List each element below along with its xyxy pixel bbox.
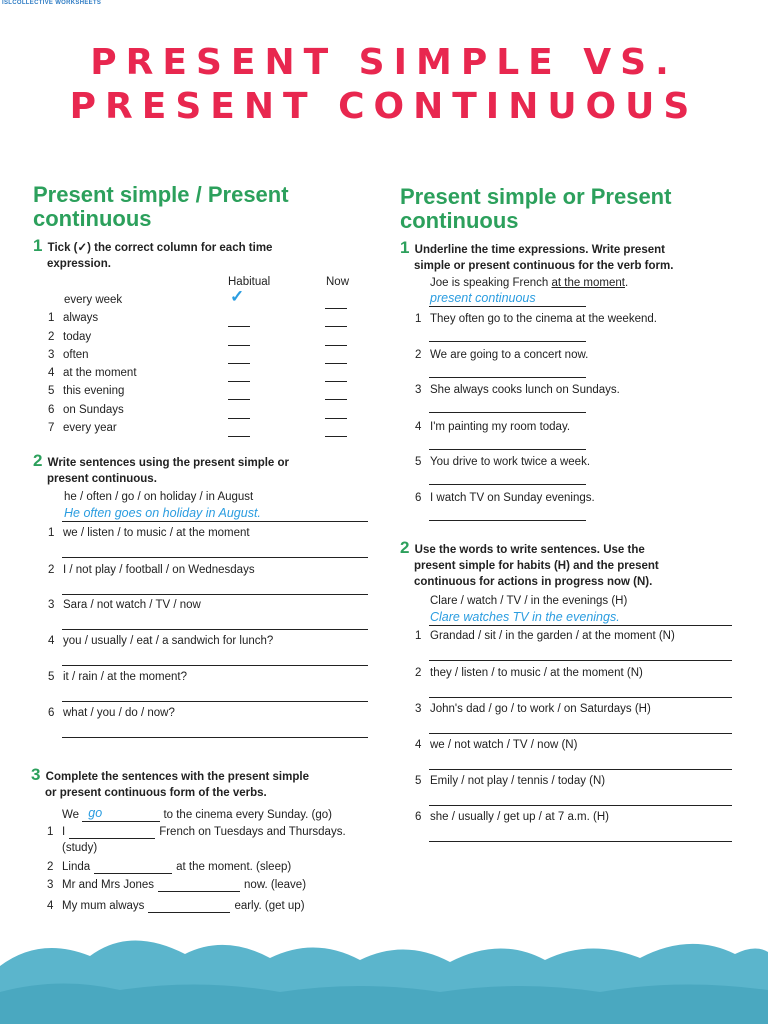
page-title-line2: PRESENT CONTINUOUS — [69, 86, 699, 127]
right-q1-example — [430, 277, 628, 289]
right-q1-item — [415, 421, 570, 433]
brand-label: ISLCOLLECTIVE WORKSHEETS — [2, 0, 102, 6]
time-expression: always — [63, 312, 99, 324]
answer-blank-habitual[interactable] — [228, 436, 250, 437]
column-header-now: Now — [326, 276, 350, 288]
footer-wave-decoration — [0, 930, 768, 1024]
right-q1-item — [415, 456, 590, 468]
left-q2-item — [48, 635, 273, 647]
answer-line[interactable] — [62, 665, 368, 666]
left-q1-line2: expression. — [47, 258, 111, 270]
sentence: She always cooks lunch on Sundays. — [430, 384, 620, 396]
prompt-words: it / rain / at the moment? — [63, 671, 188, 683]
sentence-end: early. (get up) — [234, 900, 305, 912]
right-q1-number: 1 — [400, 238, 410, 257]
left-q2-item — [48, 707, 175, 719]
answer-line[interactable] — [429, 306, 586, 307]
right-q1-example-underlined: at the moment — [551, 277, 625, 289]
item-number: 5 — [415, 456, 422, 468]
left-q1-item — [48, 422, 117, 434]
answer-blank-now[interactable] — [325, 399, 347, 400]
left-q2-number: 2 — [33, 451, 43, 470]
item-number: 4 — [48, 367, 55, 379]
right-q1-instruction — [400, 240, 673, 274]
item-number: 7 — [48, 422, 55, 434]
sentence: I'm painting my room today. — [430, 421, 571, 433]
answer-line[interactable] — [62, 737, 368, 738]
left-q1-item — [48, 312, 98, 324]
item-number: 1 — [415, 630, 422, 642]
answer-blank-now[interactable] — [325, 381, 347, 382]
sentence-end: now. (leave) — [244, 879, 307, 891]
sentence-start: I — [62, 826, 66, 838]
left-q3-item — [47, 900, 305, 913]
left-q3-example-post: to the cinema every Sunday. (go) — [163, 809, 332, 821]
left-q2-item — [48, 527, 250, 539]
left-q3-line1: Complete the sentences with the present simple — [45, 771, 309, 783]
prompt-words: you / usually / eat / a sandwich for lunch? — [63, 635, 274, 647]
answer-line[interactable] — [429, 520, 586, 521]
sentence-end: French on Tuesdays and Thursdays. — [159, 826, 346, 838]
answer-line[interactable] — [429, 625, 732, 626]
prompt-words: we / not watch / TV / now (N) — [430, 739, 578, 751]
answer-line[interactable] — [62, 521, 368, 522]
left-q3-item — [47, 861, 291, 874]
answer-line[interactable] — [429, 484, 586, 485]
prompt-words: Grandad / sit / in the garden / at the moment (N) — [430, 630, 675, 642]
left-q1-instruction — [33, 238, 272, 272]
right-q1-item — [415, 313, 657, 325]
sentence-end: at the moment. (sleep) — [176, 861, 292, 873]
prompt-words: I / not play / football / on Wednesdays — [63, 564, 255, 576]
right-q2-example: Clare / watch / TV / in the evenings (H) — [430, 595, 628, 607]
right-q2-item — [415, 775, 605, 787]
left-q3-item — [47, 826, 346, 839]
answer-blank-habitual[interactable] — [228, 363, 250, 364]
left-q1-item — [48, 349, 89, 361]
left-q2-line1: Write sentences using the present simple or — [47, 457, 290, 469]
prompt-words: we / listen / to music / at the moment — [63, 527, 250, 539]
answer-blank-habitual[interactable] — [228, 345, 250, 346]
left-section-heading — [33, 183, 289, 231]
answer-blank-habitual[interactable] — [228, 326, 250, 327]
answer-line[interactable] — [62, 629, 368, 630]
right-q2-instruction — [400, 540, 659, 590]
item-number: 6 — [415, 492, 422, 504]
answer-blank-habitual[interactable] — [228, 381, 250, 382]
answer-line[interactable] — [429, 377, 586, 378]
answer-line[interactable] — [429, 449, 586, 450]
time-expression: often — [63, 349, 89, 361]
item-number: 1 — [48, 527, 55, 539]
page-title-line1: PRESENT SIMPLE VS. — [90, 42, 678, 83]
item-number: 4 — [47, 900, 54, 912]
item-number: 1 — [415, 313, 422, 325]
time-expression: on Sundays — [63, 404, 124, 416]
sentence-continuation: (study) — [62, 842, 98, 854]
time-expression: at the moment — [63, 367, 137, 379]
answer-line[interactable] — [62, 594, 368, 595]
gap-blank[interactable] — [69, 826, 155, 839]
left-q3-item — [47, 879, 306, 892]
time-expression: every year — [63, 422, 117, 434]
item-number: 6 — [48, 404, 55, 416]
right-section-heading — [400, 185, 671, 233]
prompt-words: they / listen / to music / at the moment (N) — [430, 667, 643, 679]
left-q1-example: every week — [64, 294, 123, 306]
answer-line[interactable] — [429, 341, 586, 342]
right-q2-item — [415, 630, 675, 642]
gap-blank[interactable] — [148, 900, 230, 913]
gap-blank[interactable] — [158, 879, 240, 892]
answer-blank-now[interactable] — [325, 363, 347, 364]
item-number: 4 — [415, 421, 422, 433]
left-q3-example-blank — [82, 806, 160, 822]
gap-blank[interactable] — [94, 861, 172, 874]
left-q3-line2: or present continuous form of the verbs. — [45, 787, 267, 799]
time-expression: this evening — [63, 385, 125, 397]
item-number: 2 — [47, 861, 54, 873]
prompt-words: John's dad / go / to work / on Saturdays (H) — [430, 703, 651, 715]
item-number: 1 — [47, 826, 54, 838]
item-number: 6 — [48, 707, 55, 719]
right-q2-line2: present simple for habits (H) and the present — [414, 560, 659, 572]
right-heading-line2: continuous — [400, 208, 519, 233]
right-q2-item — [415, 739, 577, 751]
sentence: They often go to the cinema at the weekend. — [430, 313, 657, 325]
right-heading-line1: Present simple or Present — [400, 184, 672, 209]
answer-line[interactable] — [429, 769, 732, 770]
item-number: 5 — [415, 775, 422, 787]
answer-line[interactable] — [429, 805, 732, 806]
prompt-words: Emily / not play / tennis / today (N) — [430, 775, 606, 787]
left-heading-line2: continuous — [33, 206, 152, 231]
left-q1-line1: Tick (✓) the correct column for each time — [47, 242, 273, 254]
answer-blank-now[interactable] — [325, 326, 347, 327]
answer-line[interactable] — [62, 701, 368, 702]
left-q1-item — [48, 404, 124, 416]
left-q1-item — [48, 367, 137, 379]
sentence-start: Mr and Mrs Jones — [62, 879, 155, 891]
right-q2-number: 2 — [400, 538, 410, 557]
item-number: 5 — [48, 671, 55, 683]
right-q1-item — [415, 349, 588, 361]
right-q2-item — [415, 667, 643, 679]
sentence-start: Linda — [62, 861, 91, 873]
answer-line[interactable] — [429, 697, 732, 698]
answer-line[interactable] — [62, 557, 368, 558]
answer-line[interactable] — [429, 841, 732, 842]
item-number: 3 — [48, 349, 55, 361]
sentence: I watch TV on Sunday evenings. — [430, 492, 595, 504]
left-q2-instruction — [33, 453, 289, 487]
answer-blank-now[interactable] — [325, 418, 347, 419]
left-heading-line1: Present simple / Present — [33, 182, 289, 207]
left-q2-item — [48, 564, 255, 576]
left-q2-item — [48, 671, 187, 683]
right-q2-item — [415, 811, 609, 823]
item-number: 6 — [415, 811, 422, 823]
left-q2-example: he / often / go / on holiday / in August — [64, 491, 254, 503]
right-q1-example-answer: present continuous — [430, 291, 536, 305]
item-number: 2 — [48, 331, 55, 343]
prompt-words: what / you / do / now? — [63, 707, 175, 719]
right-q1-example-pre: Joe is speaking French — [430, 277, 549, 289]
answer-blank-habitual[interactable] — [228, 399, 250, 400]
sentence-start: My mum always — [62, 900, 145, 912]
answer-blank-now[interactable] — [325, 308, 347, 309]
right-q1-line2: simple or present continuous for the verb form. — [414, 260, 674, 272]
left-q3-example-answer: go — [88, 806, 103, 820]
item-number: 2 — [415, 349, 422, 361]
left-q3-number: 3 — [31, 765, 41, 784]
right-q1-line1: Underline the time expressions. Write present — [414, 244, 665, 256]
item-number: 3 — [47, 879, 54, 891]
right-q2-item — [415, 703, 651, 715]
sentence: You drive to work twice a week. — [430, 456, 591, 468]
column-header-habitual: Habitual — [228, 276, 271, 288]
answer-line[interactable] — [429, 660, 732, 661]
left-q2-line2: present continuous. — [47, 473, 157, 485]
left-q1-item — [48, 331, 91, 343]
answer-line[interactable] — [429, 733, 732, 734]
prompt-words: Sara / not watch / TV / now — [63, 599, 201, 611]
right-q1-example-post: . — [624, 277, 629, 289]
right-q1-item — [415, 492, 595, 504]
item-number: 3 — [48, 599, 55, 611]
left-q3-instruction — [31, 767, 309, 801]
left-q2-item — [48, 599, 201, 611]
item-number: 1 — [48, 312, 55, 324]
example-tick-mark: ✓ — [230, 287, 245, 306]
prompt-words: she / usually / get up / at 7 a.m. (H) — [430, 811, 609, 823]
left-q2-example-answer: He often goes on holiday in August. — [64, 506, 261, 520]
left-q3-example-pre: We — [62, 809, 80, 821]
item-number: 3 — [415, 703, 422, 715]
right-q2-example-answer: Clare watches TV in the evenings. — [430, 610, 620, 624]
answer-line[interactable] — [429, 412, 586, 413]
left-q3-example — [62, 806, 332, 822]
answer-blank-habitual[interactable] — [228, 418, 250, 419]
answer-blank-now[interactable] — [325, 345, 347, 346]
left-q1-item — [48, 385, 124, 397]
item-number: 3 — [415, 384, 422, 396]
left-q1-number: 1 — [33, 236, 43, 255]
item-number: 2 — [415, 667, 422, 679]
right-q1-item — [415, 384, 620, 396]
sentence: We are going to a concert now. — [430, 349, 589, 361]
answer-blank-now[interactable] — [325, 436, 347, 437]
item-number: 4 — [415, 739, 422, 751]
right-q2-line3: continuous for actions in progress now (N). — [414, 576, 653, 588]
time-expression: today — [63, 331, 92, 343]
item-number: 2 — [48, 564, 55, 576]
item-number: 5 — [48, 385, 55, 397]
right-q2-line1: Use the words to write sentences. Use the — [414, 544, 645, 556]
item-number: 4 — [48, 635, 55, 647]
